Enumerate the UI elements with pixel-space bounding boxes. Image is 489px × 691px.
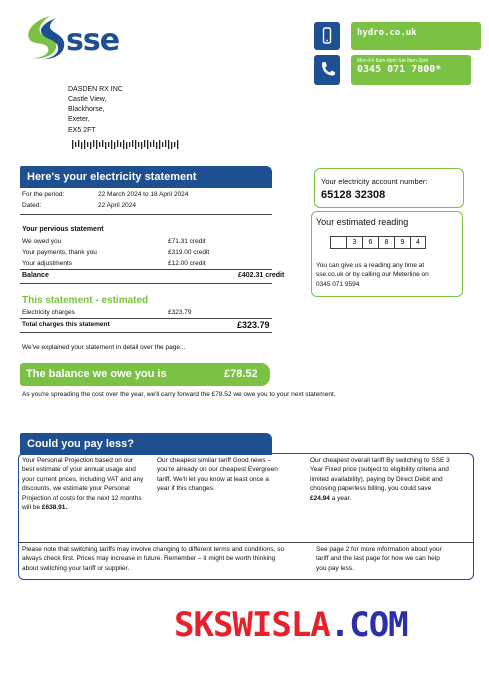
personal-projection-body: Your Personal Projection based on our best estimate of your annual usage and your current prices, including VAT and any discounts, we estimate your Personal Projection of costs for the next 12 months will be <box>22 457 144 512</box>
this-statement-heading: This statement - estimated <box>22 295 149 306</box>
account-number-box <box>314 168 464 208</box>
period-label: For the period: <box>22 191 65 198</box>
prev-row-label-adjustments: Your adjustments <box>22 260 72 267</box>
meter-digit: 8 <box>378 236 394 249</box>
meter-digit: 3 <box>346 236 362 249</box>
balance-owed-amount: £78.52 <box>224 368 258 380</box>
divider <box>19 542 473 543</box>
address-name: DASDEN RX INC <box>68 86 123 93</box>
logo-text: sse <box>66 23 120 58</box>
account-number-label: Your electricity account number: <box>321 177 428 186</box>
address-line-2: Blackhorse, <box>68 106 105 114</box>
see-page-note: See page 2 for more information about your tariff and the last page for how we can help you pay less. <box>316 546 442 572</box>
reading-title: Your estimated reading <box>316 217 409 227</box>
website-text: hydro.co.uk <box>357 28 417 38</box>
period-value: 22 March 2024 to 18 April 2024 <box>98 191 189 198</box>
estimated-reading-box <box>311 211 463 297</box>
watermark-part-1: SKSWISLA <box>174 605 330 645</box>
switching-note: Please note that switching tariffs may involve changing to different terms and conditions, so always check first. Prices may increase in future. Remember – it might be worth thinking about switching your tariff or supplier. <box>22 546 285 572</box>
prev-row-label-owed: We owed you <box>22 238 62 245</box>
divider <box>20 283 272 284</box>
account-number: 65128 32308 <box>321 189 386 201</box>
prev-row-label-payments: Your payments, thank you <box>22 249 97 256</box>
balance-label: Balance <box>22 272 49 279</box>
cheapest-overall-end: a year. <box>329 494 352 502</box>
reading-note: You can give us a reading any time at sse.co.uk or by calling our Meterline on 0345 071 9594 <box>316 262 429 288</box>
address-line-1: Castle View, <box>68 96 107 104</box>
opening-hours: Mon-Fri 8am-8pm Sat 8am-2pm <box>357 58 429 64</box>
watermark <box>174 604 408 647</box>
prev-row-value-owed: £71.31 credit <box>168 238 206 245</box>
meter-digit: 9 <box>394 236 410 249</box>
divider <box>20 318 272 319</box>
postal-barcode <box>72 140 180 149</box>
total-charges-label: Total charges this statement <box>22 321 110 328</box>
balance-value: £402.31 credit <box>238 272 285 279</box>
statement-title: Here's your electricity statement <box>20 166 272 188</box>
balance-owed-bar <box>20 363 270 386</box>
divider <box>20 214 272 215</box>
cheapest-overall-tariff-text <box>310 456 450 503</box>
prev-row-value-payments: £319.00 credit <box>168 249 210 256</box>
prev-row-value-adjustments: £12.00 credit <box>168 260 206 267</box>
sse-swoosh-icon <box>20 14 66 60</box>
balance-owed-label: The balance we owe you is <box>26 368 167 380</box>
previous-heading: Your pervious statement <box>22 226 104 233</box>
mobile-phone-icon <box>314 22 340 50</box>
cheapest-overall-body: Our cheapest overall tariff By switching to SSE 3 Year Fixed price (subject to eligibility criteria and limited availability), paying by Direct Debit and choosing paperless billing, you could save <box>310 457 450 493</box>
dated-value: 22 April 2024 <box>98 202 136 209</box>
cheapest-overall-amount: £24.94 <box>310 494 330 502</box>
electricity-charges-value: £323.79 <box>168 309 192 316</box>
cheapest-similar-tariff-text: Our cheapest similar tariff Good news – you're already on our cheapest Evergreen tariff. We'll let you know at least once a year if this changes. <box>157 457 278 493</box>
dated-label: Dated: <box>22 202 42 209</box>
balance-note: As you're spreading the cost over the year, we'll carry forward the £78.52 we owe you to your next statement. <box>22 391 336 398</box>
watermark-part-2: .COM <box>329 605 408 645</box>
telephone-icon <box>314 55 340 85</box>
pay-less-title: Could you pay less? <box>20 433 272 455</box>
personal-projection-amount: £638.91. <box>41 504 68 512</box>
address-line-3: Exeter, <box>68 116 90 124</box>
postal-address <box>68 85 123 136</box>
address-postcode: EX5 2FT <box>68 126 96 134</box>
electricity-charges-label: Electricity charges <box>22 309 75 316</box>
divider <box>20 269 272 270</box>
meter-digit: 6 <box>362 236 378 249</box>
explain-text: We've explained your statement in detail over the page... <box>22 344 186 351</box>
sse-logo <box>20 14 120 60</box>
meter-digits <box>330 236 426 249</box>
total-charges-value: £323.79 <box>237 320 270 330</box>
phone-link[interactable] <box>351 55 471 85</box>
meter-digit: 4 <box>410 236 426 249</box>
personal-projection-text <box>22 456 147 513</box>
pay-less-panel <box>18 453 474 580</box>
divider <box>20 332 272 333</box>
website-link[interactable] <box>351 22 481 50</box>
phone-number: 0345 071 7800* <box>357 64 442 76</box>
